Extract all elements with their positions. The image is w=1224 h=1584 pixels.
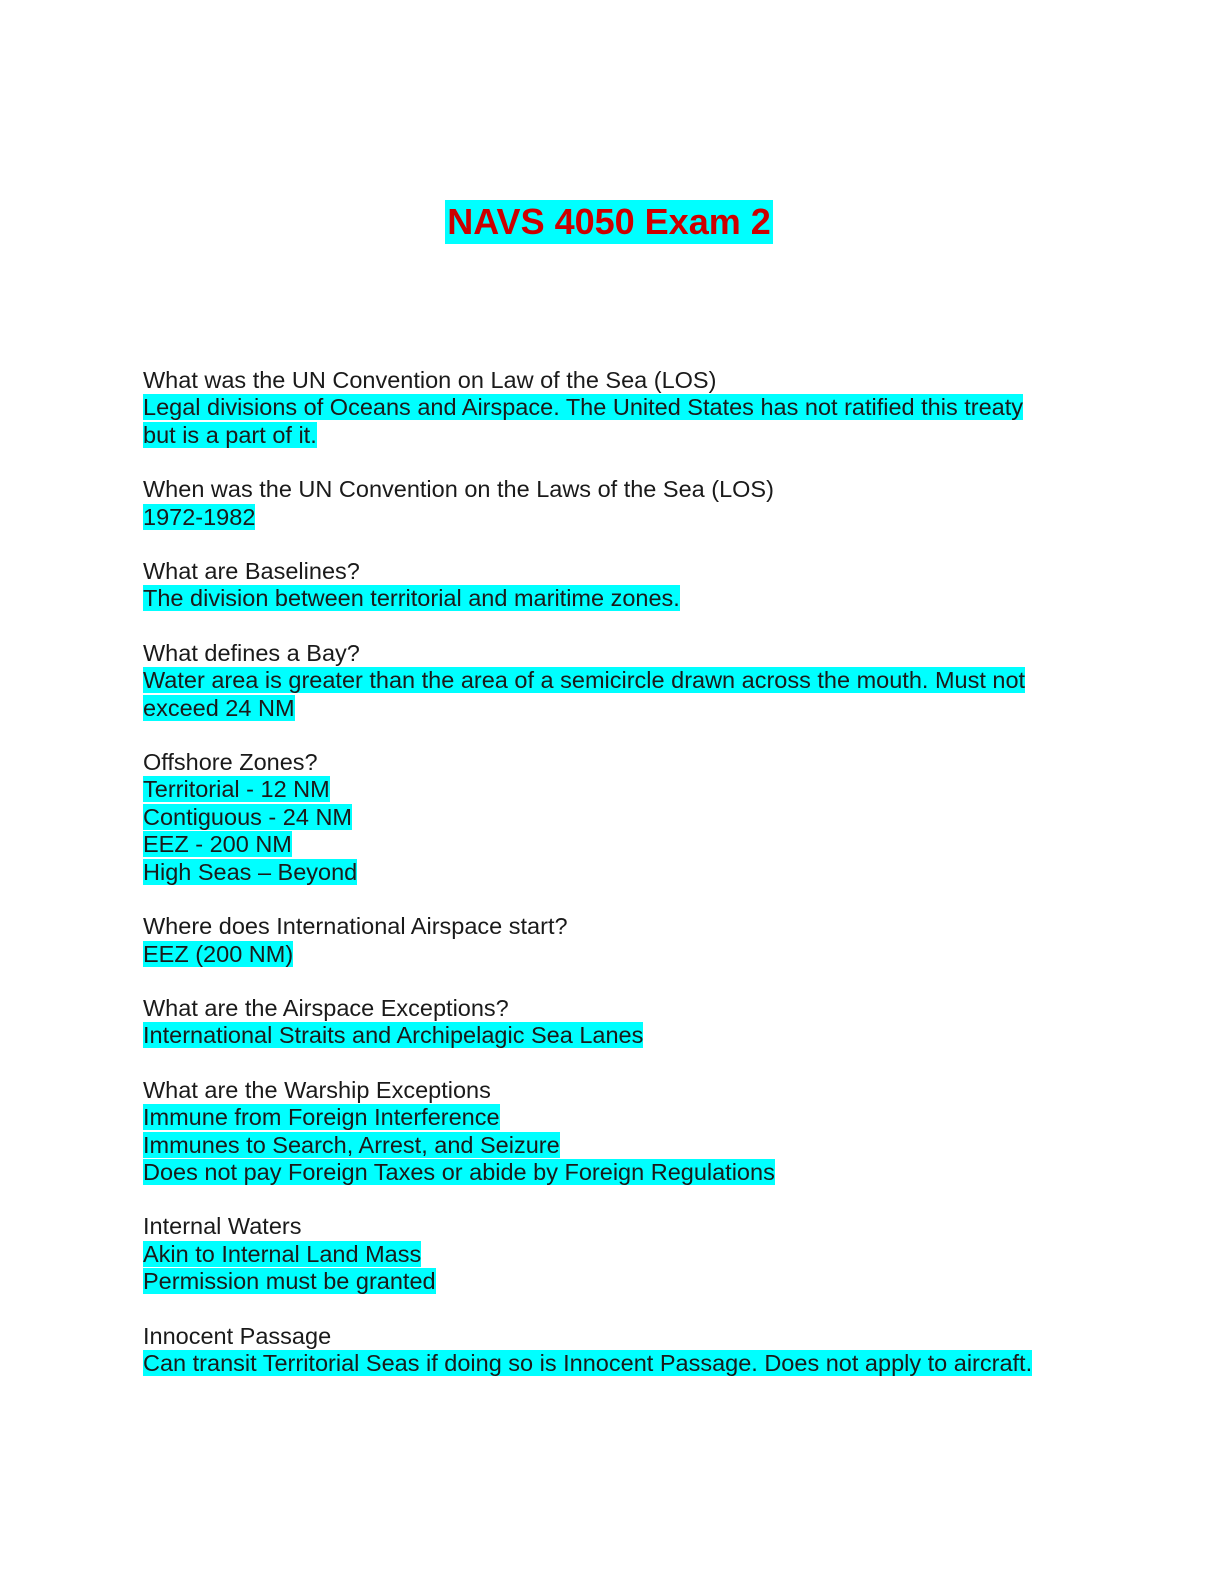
answer-text: exceed 24 NM [143, 694, 295, 721]
answer-text: High Seas – Beyond [143, 858, 358, 885]
qa-item [143, 1323, 1063, 1378]
qa-item [143, 1077, 1063, 1187]
answer-block [143, 667, 1063, 722]
answer-block [143, 1241, 1063, 1296]
qa-list [143, 367, 1063, 1404]
question-text: When was the UN Convention on the Laws of the Sea (LOS) [143, 476, 774, 503]
answer-block [143, 941, 1063, 968]
qa-item [143, 558, 1063, 613]
question-text: Internal Waters [143, 1213, 302, 1240]
answer-block [143, 1022, 1063, 1049]
question-text: What are Baselines? [143, 558, 360, 585]
answer-text: Water area is greater than the area of a semicircle drawn across the mouth. Must not [143, 667, 1026, 694]
qa-item [143, 367, 1063, 449]
answer-text: Legal divisions of Oceans and Airspace. The United States has not ratified this treaty [143, 394, 1024, 421]
answer-text: International Straits and Archipelagic Sea Lanes [143, 1022, 644, 1049]
answer-block [143, 585, 1063, 612]
question-text: What defines a Bay? [143, 639, 360, 666]
question-text: What are the Warship Exceptions [143, 1076, 491, 1103]
question-text: What was the UN Convention on Law of the Sea (LOS) [143, 367, 717, 393]
answer-text: Akin to Internal Land Mass [143, 1240, 422, 1267]
answer-block [143, 776, 1063, 886]
answer-text: Does not pay Foreign Taxes or abide by Foreign Regulations [143, 1158, 775, 1185]
question-text: Innocent Passage [143, 1322, 332, 1349]
answer-text: EEZ - 200 NM [143, 831, 292, 858]
answer-block [143, 504, 1063, 531]
answer-text: Permission must be granted [143, 1268, 436, 1295]
answer-block [143, 1350, 1063, 1377]
answer-block [143, 394, 1063, 449]
answer-text: but is a part of it. [143, 421, 317, 448]
answer-text: The division between territorial and maritime zones. [143, 585, 680, 612]
qa-item [143, 913, 1063, 968]
qa-item [143, 749, 1063, 886]
answer-block [143, 1104, 1063, 1186]
answer-text: EEZ (200 NM) [143, 940, 294, 967]
answer-text: Immunes to Search, Arrest, and Seizure [143, 1131, 560, 1158]
question-text: Offshore Zones? [143, 749, 318, 776]
answer-text: Immune from Foreign Interference [143, 1104, 500, 1131]
answer-text: Contiguous - 24 NM [143, 803, 352, 830]
qa-item [143, 1213, 1063, 1295]
qa-item [143, 640, 1063, 722]
document-title: NAVS 4050 Exam 2 [447, 201, 771, 242]
answer-text: Territorial - 12 NM [143, 776, 330, 803]
question-text: What are the Airspace Exceptions? [143, 994, 509, 1021]
qa-item [143, 476, 1063, 531]
answer-text: 1972-1982 [143, 503, 256, 530]
title-row [0, 200, 1224, 244]
answer-text: Can transit Territorial Seas if doing so is Innocent Passage. Does not apply to aircraft. [143, 1349, 1033, 1376]
question-text: Where does International Airspace start? [143, 913, 568, 940]
qa-item [143, 995, 1063, 1050]
